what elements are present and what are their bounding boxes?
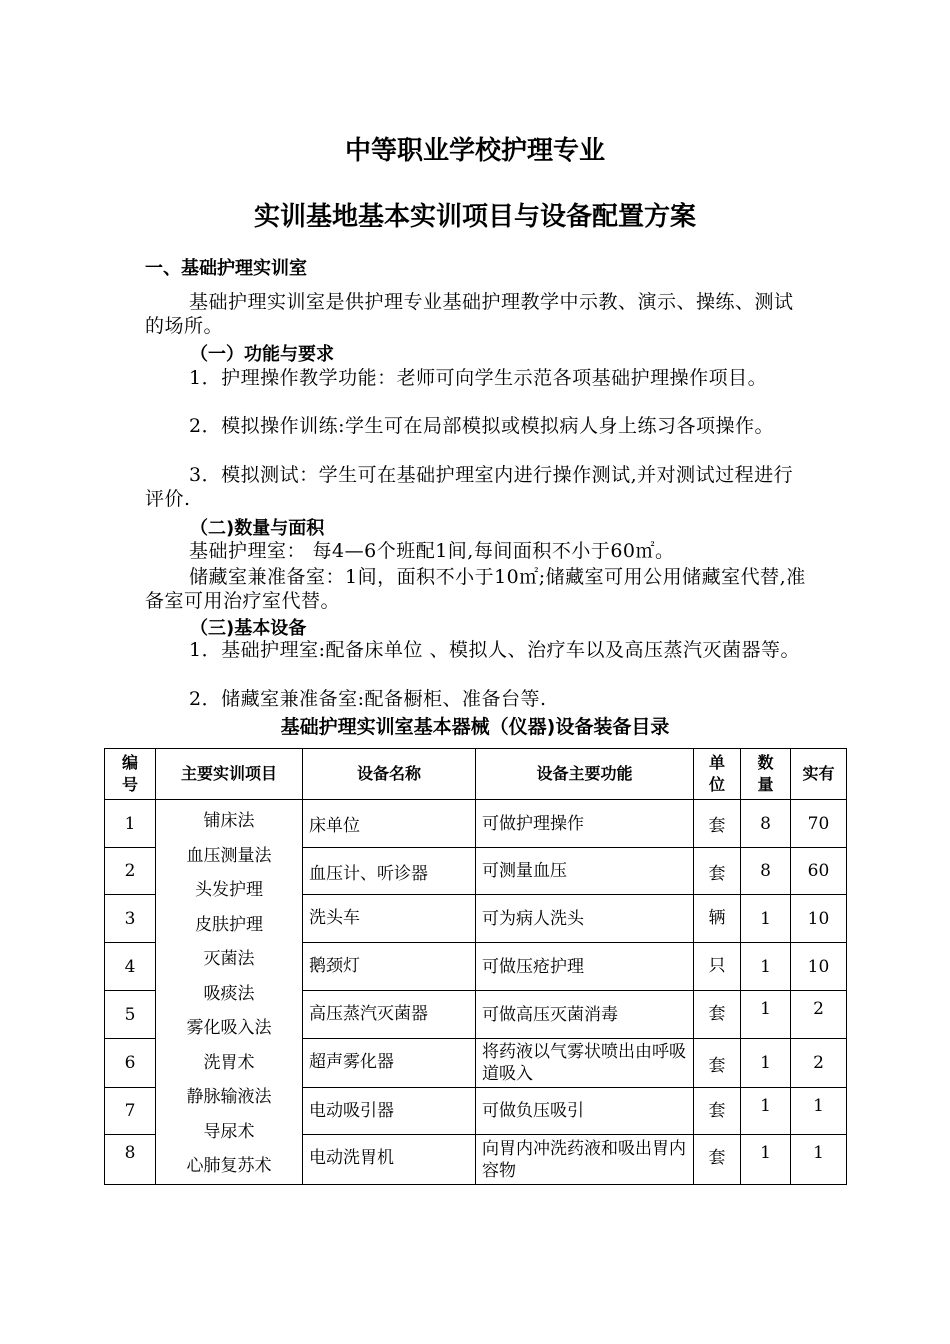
project-item: 导尿术: [203, 1121, 255, 1142]
cell-unit: 套: [694, 1088, 741, 1135]
sub1-heading: （一）功能与要求: [190, 344, 334, 365]
cell-name: 高压蒸汽灭菌器: [303, 991, 476, 1039]
cell-name: 洗头车: [303, 895, 476, 943]
cell-qty: 8: [741, 800, 791, 848]
cell-actual: 1: [791, 1088, 847, 1135]
header-qty: 数量: [741, 749, 791, 800]
cell-unit: 只: [694, 943, 741, 991]
project-item: 血压测量法: [186, 845, 272, 866]
header-name: 设备名称: [303, 749, 476, 800]
cell-function: 将药液以气雾状喷出由呼吸道吸入: [476, 1039, 694, 1088]
document-title-line2: 实训基地基本实训项目与设备配置方案: [253, 202, 696, 232]
equip-item-1: 1．基础护理室:配备床单位 、模拟人、治疗车以及高压蒸汽灭菌器等。: [189, 639, 801, 661]
table-header-row: [105, 749, 847, 800]
cell-name: 鹅颈灯: [303, 943, 476, 991]
cell-no: 6: [105, 1039, 156, 1088]
section1-heading: 一、基础护理实训室: [145, 258, 307, 279]
func-item-3: 3．模拟测试：学生可在基础护理室内进行操作测试,并对测试过程进行评价.: [145, 464, 794, 510]
cell-name: 床单位: [303, 800, 476, 848]
cell-actual: 60: [791, 848, 847, 895]
cell-no: 7: [105, 1088, 156, 1135]
area-item-1: 基础护理室： 每4—6个班配1间,每间面积不小于60㎡。: [189, 540, 675, 562]
project-item: 灭菌法: [203, 949, 255, 969]
cell-no: 5: [105, 991, 156, 1039]
cell-unit: 套: [694, 800, 741, 848]
cell-unit: 套: [694, 848, 741, 895]
cell-no: 2: [105, 848, 156, 895]
cell-qty: 1: [741, 1135, 791, 1185]
header-project: 主要实训项目: [156, 749, 303, 800]
document-title-line1: 中等职业学校护理专业: [344, 136, 605, 166]
cell-qty: 1: [741, 895, 791, 943]
intro-paragraph: 基础护理实训室是供护理专业基础护理教学中示教、演示、操练、测试的场所。: [145, 291, 794, 337]
project-item: 铺床法: [203, 811, 255, 831]
cell-actual: 70: [791, 800, 847, 848]
cell-function: 可做护理操作: [476, 800, 694, 848]
equip-item-2: 2．储藏室兼准备室:配备橱柜、准备台等.: [189, 688, 547, 710]
cell-actual: 10: [791, 943, 847, 991]
area-item-2: 储藏室兼准备室：1间，面积不小于10㎡;储藏室可用公用储藏室代替,准备室可用治疗室代替。: [145, 566, 806, 612]
cell-unit: 套: [694, 1135, 741, 1185]
cell-qty: 1: [741, 1039, 791, 1088]
cell-qty: 1: [741, 991, 791, 1039]
cell-no: 3: [105, 895, 156, 943]
table-title: 基础护理实训室基本器械（仪器)设备装备目录: [280, 716, 670, 738]
cell-actual: 1: [791, 1135, 847, 1185]
header-function: 设备主要功能: [476, 749, 694, 800]
sub2-heading: （二)数量与面积: [190, 518, 325, 539]
header-actual: 实有: [791, 749, 847, 800]
project-item: 心肺复苏术: [186, 1156, 272, 1176]
cell-qty: 8: [741, 848, 791, 895]
cell-function: 可做压疮护理: [476, 943, 694, 991]
cell-unit: 辆: [694, 895, 741, 943]
sub3-heading: （三)基本设备: [190, 618, 307, 639]
cell-name: 血压计、听诊器: [303, 848, 476, 895]
equipment-table: [104, 748, 847, 1185]
cell-qty: 1: [741, 1088, 791, 1135]
cell-name: 超声雾化器: [303, 1039, 476, 1088]
cell-qty: 1: [741, 943, 791, 991]
header-no: 编号: [105, 749, 156, 800]
cell-actual: 10: [791, 895, 847, 943]
projects-cell: [156, 800, 303, 1185]
cell-name: 电动洗胃机: [303, 1135, 476, 1185]
cell-function: 可做负压吸引: [476, 1088, 694, 1135]
header-unit: 单位: [694, 749, 741, 800]
cell-actual: 2: [791, 1039, 847, 1088]
func-item-1: 1．护理操作教学功能：老师可向学生示范各项基础护理操作项目。: [189, 367, 768, 389]
project-item: 洗胃术: [203, 1052, 255, 1073]
cell-unit: 套: [694, 1039, 741, 1088]
cell-function: 向胃内冲洗药液和吸出胃内容物: [476, 1135, 694, 1185]
cell-function: 可做高压灭菌消毒: [476, 991, 694, 1039]
cell-unit: 套: [694, 991, 741, 1039]
cell-function: 可测量血压: [476, 848, 694, 895]
project-item: 吸痰法: [203, 983, 255, 1004]
project-item: 静脉输液法: [186, 1087, 272, 1107]
func-item-2: 2．模拟操作训练:学生可在局部模拟或模拟病人身上练习各项操作。: [189, 415, 774, 437]
cell-no: 8: [105, 1135, 156, 1185]
cell-actual: 2: [791, 991, 847, 1039]
cell-name: 电动吸引器: [303, 1088, 476, 1135]
project-item: 皮肤护理: [195, 914, 263, 935]
project-item: 头发护理: [195, 880, 263, 900]
cell-no: 1: [105, 800, 156, 848]
table-row: [105, 800, 847, 848]
project-item: 雾化吸入法: [186, 1018, 272, 1038]
cell-no: 4: [105, 943, 156, 991]
cell-function: 可为病人洗头: [476, 895, 694, 943]
